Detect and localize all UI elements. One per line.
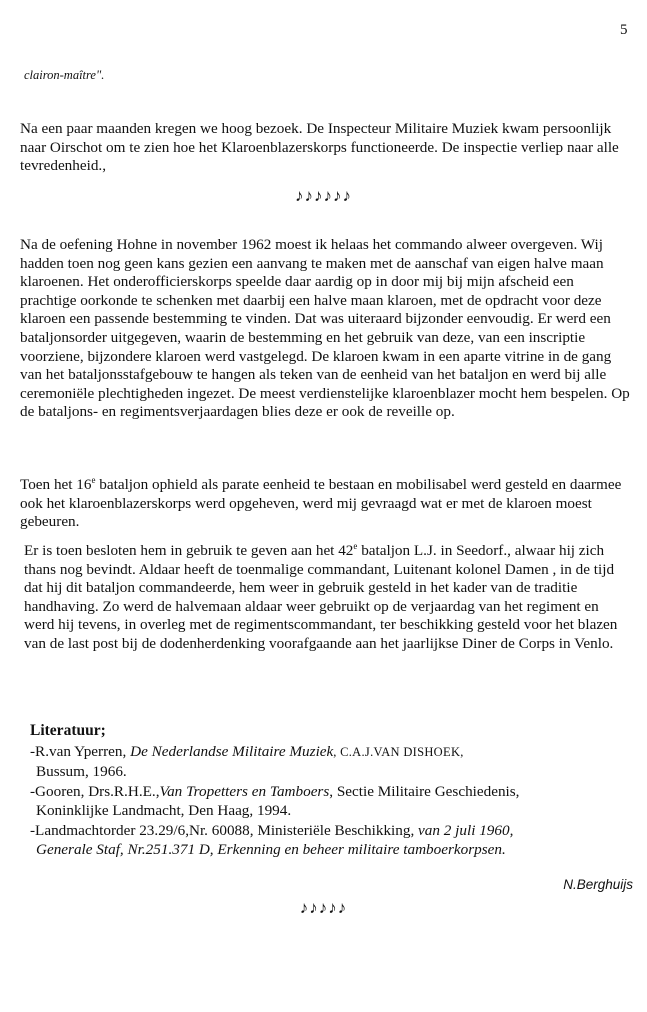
- literature-item-continuation: Koninklijke Landmacht, Den Haag, 1994.: [36, 802, 292, 820]
- literature-item-title: Van Tropetters en Tamboers: [159, 782, 330, 800]
- p3-superscript: e: [91, 474, 96, 485]
- music-notes-separator-end: ♪♪♪♪♪: [299, 898, 348, 917]
- p3-after: bataljon ophield als parate eenheid te bestaan en mobilisabel werd gesteld en daarmee ook het klaroenblazerskorps werd opgeheven, werd mij gevraagd wat er met de klaroen moest gebeuren.: [20, 476, 622, 531]
- literature-item: [30, 782, 635, 821]
- page-number: 5: [620, 22, 628, 38]
- literature-item-rest: , Sectie Militaire Geschiedenis,: [329, 782, 520, 800]
- paragraph-42nd-battalion: [24, 542, 632, 654]
- p4-before: Er is toen besloten hem in gebruik te geven aan het 42: [24, 542, 354, 559]
- literature-item-title: van 2 juli 1960,: [418, 821, 514, 839]
- literature-item-prefix: -R.van Yperren,: [30, 743, 131, 760]
- literature-item-rest: , C.A.J.VAN DISHOEK,: [333, 745, 464, 759]
- literature-item: [30, 821, 635, 860]
- literature-item-prefix: -Gooren, Drs.R.H.E.,: [30, 782, 160, 800]
- literature-item-continuation: Generale Staf, Nr.251.371 D, Erkenning en beheer militaire tamboerkorpsen.: [36, 841, 506, 859]
- p3-before: Toen het 16: [20, 476, 92, 493]
- literature-item: [30, 742, 635, 782]
- author-signature: N.Berghuijs: [563, 877, 633, 892]
- paragraph-16th-battalion: [20, 476, 632, 532]
- paragraph-inspection: Na een paar maanden kregen we hoog bezoek. De Inspecteur Militaire Muziek kwam persoonlijk naar Oirschot om te zien hoe het Klaroenblazerskorps functioneerde. De inspectie verliep naar alle tevredenheid.,: [20, 120, 619, 175]
- literature-heading: Literatuur;: [30, 722, 106, 739]
- p4-after: bataljon L.J. in Seedorf., alwaar hij zich thans nog bevindt. Aldaar heeft de toenmalige commandant, Luitenant kolonel Damen , in de tijd dat hij dit bataljon commandeerde, hem weer in gebruik gesteld in het kader van de traditie handhaving. Zo werd de halvemaan aldaar weer gebruikt op de verjaardag van het regiment en werd hij tevens, in overleg met de regimentscommandant, ter beschikking gesteld voor het blazen van de last post bij de dodenherdenking voorafgaande aan het jaarlijkse Diner de Corps in Venlo.: [24, 542, 618, 652]
- p4-superscript: e: [353, 540, 358, 551]
- literature-item-prefix: -Landmachtorder 23.29/6,Nr. 60088, Ministeriële Beschikking,: [30, 821, 419, 839]
- literature-list: [30, 742, 635, 859]
- quote-fragment: clairon-maître".: [24, 68, 105, 82]
- literature-item-title: De Nederlandse Militaire Muziek: [130, 743, 334, 760]
- paragraph-hohne: Na de oefening Hohne in november 1962 moest ik helaas het commando alweer overgeven. Wij hadden toen nog geen kans gezien een aanvang te maken met de aanschaf van eigen halve maan klaroenen. Het onderofficierskorps speelde daar aardig op in door mij bij mijn afscheid een prachtige oorkonde te schenken met daarbij een halve maan klaroen, met de opdracht voor deze klaroen een passende bestemming te vinden. Dat was uiteraard bijzonder eenvoudig. Er werd een bataljonsorder uitgegeven, waarin de bestemming en het gebruik van deze, van een inscriptie voorziene, bijzondere klaroen werd vastgelegd. De klaroen kwam in een aparte vitrine in de gang van het bataljonsstafgebouw te hangen als teken van de eenheid van het bataljon en werd bij alle ceremoniële plechtigheden ingezet. De meest verdienstelijke klaroenblazer mocht hem bespelen. Op de bataljons- en regimentsverjaardagen blies deze er ook de reveille op.: [20, 236, 630, 421]
- music-notes-separator: ♪♪♪♪♪♪: [295, 186, 352, 205]
- literature-item-continuation: Bussum, 1966.: [36, 763, 127, 781]
